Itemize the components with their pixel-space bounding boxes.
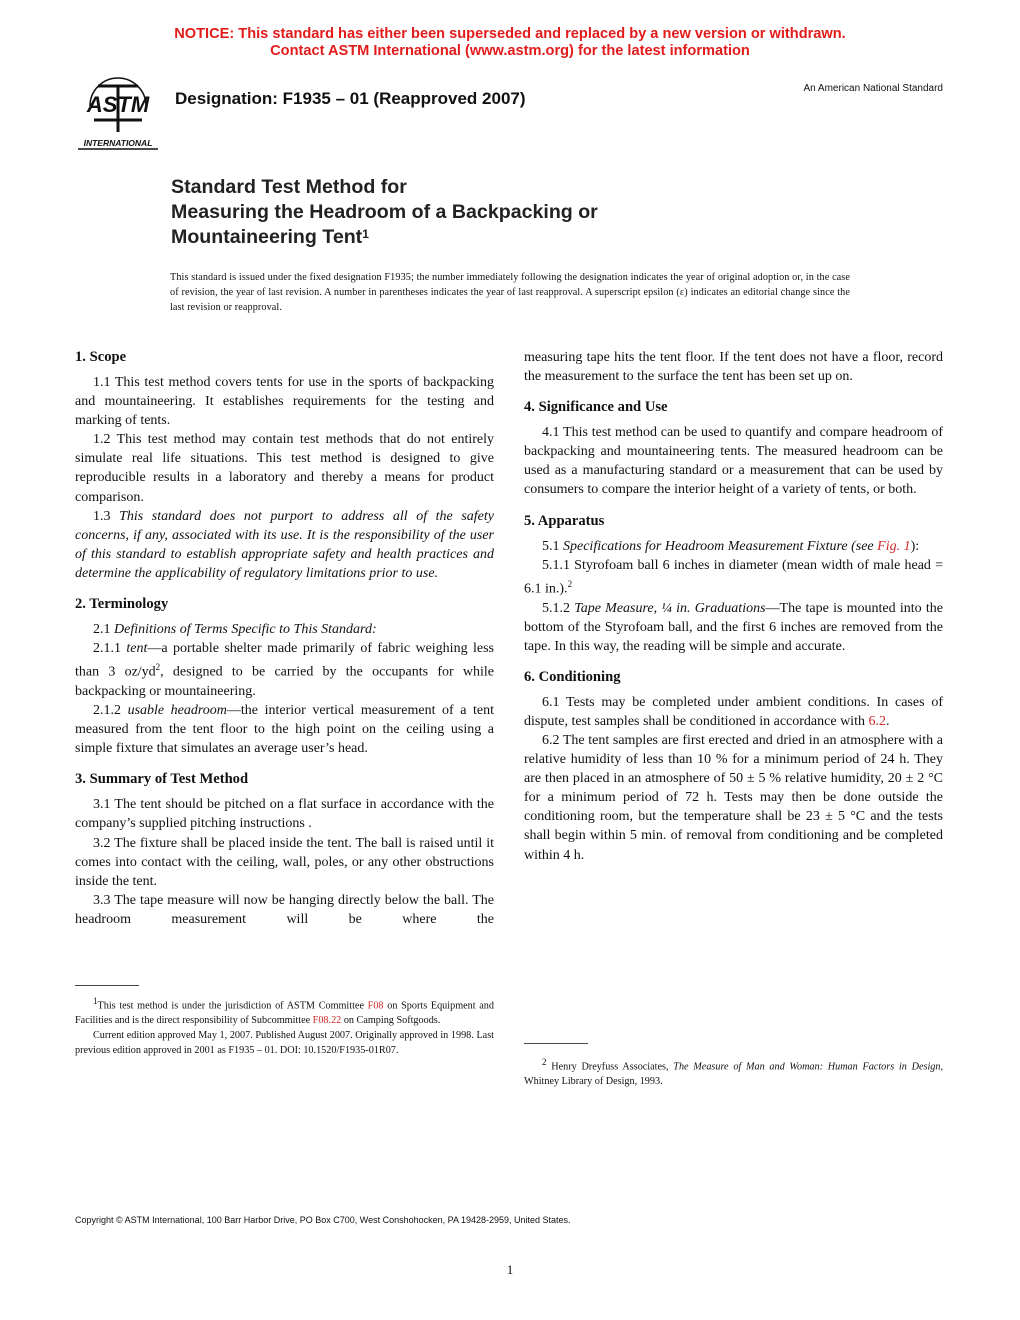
paragraph-3-3-continued: measuring tape hits the tent floor. If the tent does not have a floor, record the measurement to the surface the tent has been set up on.: [524, 350, 943, 385]
paragraph-2-1: 2.1 Definitions of Terms Specific to This Standard:: [93, 622, 377, 638]
section-heading-apparatus: 5. Apparatus: [524, 512, 605, 529]
footnote-2: $^2$ Henry Dreyfuss Associates, The Measure of Man and Woman: Human Factors in Design, Whitney Library of Design, 1993.: [524, 1057, 944, 1088]
paragraph-5-1-2: 5.1.2 Tape Measure, ¼ in. Graduations—The tape is mounted into the bottom of the Styrofoam ball, and the first 6 inches are removed from the tape. In this way, the reading will be simple and accurate.: [524, 600, 943, 654]
section-heading-conditioning: 6. Conditioning: [524, 668, 621, 685]
paragraph-3-2: 3.2 The fixture shall be placed inside the tent. The ball is raised until it comes into contact with the ceiling, wall, poles, or any other obstructions inside the tent.: [75, 835, 494, 889]
section-heading-scope: 1. Scope: [75, 349, 127, 365]
right-column: [524, 348, 943, 865]
paragraph-5-1-1: 5.1.1 Styrofoam ball 6 inches in diameter (mean width of male head = 6.1 in.).$^2$: [524, 557, 943, 597]
title-line-2: Measuring the Headroom of a Backpacking or: [171, 201, 598, 223]
paragraph-3-1: 3.1 The tent should be pitched on a flat surface in accordance with the company’s supplied pitching instructions .: [75, 797, 494, 832]
section-heading-summary: 3. Summary of Test Method: [75, 771, 249, 788]
copyright: Copyright © ASTM International, 100 Barr Harbor Drive, PO Box C700, West Conshohocken, PA 19428-2959, United States.: [75, 1215, 571, 1225]
page-title: [171, 175, 871, 250]
logo-subtext: INTERNATIONAL: [83, 138, 153, 148]
fig-1-link[interactable]: Fig. 1: [877, 538, 911, 554]
committee-f08-link[interactable]: F08: [367, 1000, 384, 1012]
paragraph-6-1: 6.1 Tests may be completed under ambient conditions. In cases of dispute, test samples shall be conditioned in accordance with 6.2.: [524, 694, 943, 729]
paragraph-1-2: 1.2 This test method may contain test methods that do not entirely simulate real life situations. This test method is designed to give reproducible results in a laboratory and thereby a means for product comparison.: [75, 432, 494, 505]
section-heading-terminology: 2. Terminology: [75, 596, 169, 613]
logo-text: ASTM: [86, 92, 150, 117]
withdrawal-notice: [0, 26, 1020, 60]
left-column: [75, 348, 494, 929]
paragraph-5-1: 5.1 Specifications for Headroom Measurement Fixture (see Fig. 1):: [542, 538, 920, 554]
astm-logo: [74, 76, 162, 152]
page-number: 1: [506, 1262, 514, 1277]
title-footnote-mark: 1: [362, 227, 369, 241]
paragraph-1-3: 1.3 This standard does not purport to address all of the safety concerns, if any, associated with its use. It is the responsibility of the user of this standard to establish appropriate safety and health practices and determine the applicability of regulatory limitations prior to use.: [75, 508, 495, 581]
subcommittee-f08-22-link[interactable]: F08.22: [312, 1015, 342, 1027]
footnote-1: $^1$This test method is under the jurisdiction of ASTM Committee F08 on Sports Equipment and Facilities and is the direct responsibility of Subcommittee F08.22 on Camping Softgoods. Current edition approved May 1, 2007. Published August 2007. Originally approved in 1998. Last previous edition approved in 2001 as F1935 – 01. DOI: 10.1520/F1935-01R07.: [75, 996, 494, 1057]
notice-line-2: Contact ASTM International (www.astm.org) for the latest information: [270, 43, 750, 59]
footnote-rule-left: [75, 985, 139, 986]
section-6-2-link[interactable]: 6.2: [868, 713, 886, 729]
designation: Designation: F1935 – 01 (Reapproved 2007): [175, 89, 526, 108]
paragraph-6-2: 6.2 The tent samples are first erected and dried in an atmosphere with a relative humidity of less than 10 % for a minimum period of 24 h. They are then placed in an atmosphere of 50 ± 5 % relative humidity, 20 ± 2 °C for a minimum period of 72 h. Tests may then be done outside the conditioning room, but the temperature shall be 23 ± 5 °C and the tests shall begin within 5 min. of removal from conditioning and be completed within 4 h.: [524, 732, 943, 863]
title-line-1: Standard Test Method for: [171, 176, 407, 198]
section-heading-significance: 4. Significance and Use: [524, 399, 668, 416]
paragraph-4-1: 4.1 This test method can be used to quantify and compare headroom of backpacking and mountaineering tents. The measured headroom can be used as a manufacturing standard or a measurement that can be used by consumers to compare the interior height of a variety of tents, or both.: [524, 425, 943, 498]
issued-statement: This standard is issued under the fixed designation F1935; the number immediately following the designation indicates the year of original adoption or, in the case of revision, the year of last revision. A number in parentheses indicates the year of last reapproval. A superscript epsilon (ε) indicates an editorial change since the last revision or reapproval.: [170, 272, 850, 313]
american-national-standard: An American National Standard: [803, 83, 943, 94]
footnote-rule-right: [524, 1043, 588, 1044]
paragraph-2-1-2: 2.1.2 usable headroom—the interior vertical measurement of a tent measured from the tent floor to the high point on the ceiling using a simple fixture that simulates an average user’s head.: [75, 703, 495, 757]
paragraph-3-3: 3.3 The tape measure will now be hanging directly below the ball. The headroom measurement will be where the: [75, 892, 494, 927]
notice-line-1: NOTICE: This standard has either been superseded and replaced by a new version or withdrawn.: [174, 26, 846, 42]
paragraph-2-1-1: 2.1.1 tent—a portable shelter made primarily of fabric weighing less than 3 $oz/yd^2$, designed to be carried by the occupants for while backpacking or mountaineering.: [75, 641, 494, 699]
title-line-3: Mountaineering Tent$^1$: [171, 226, 369, 248]
paragraph-1-1: 1.1 This test method covers tents for use in the sports of backpacking and mountaineering. It establishes requirements for the testing and marking of tents.: [75, 375, 494, 429]
footnote-1-edition: Current edition approved May 1, 2007. Published August 2007. Originally approved in 1998. Last previous edition approved in 2001 as F1935 – 01. DOI: 10.1520/F1935-01R07.: [75, 1030, 494, 1057]
